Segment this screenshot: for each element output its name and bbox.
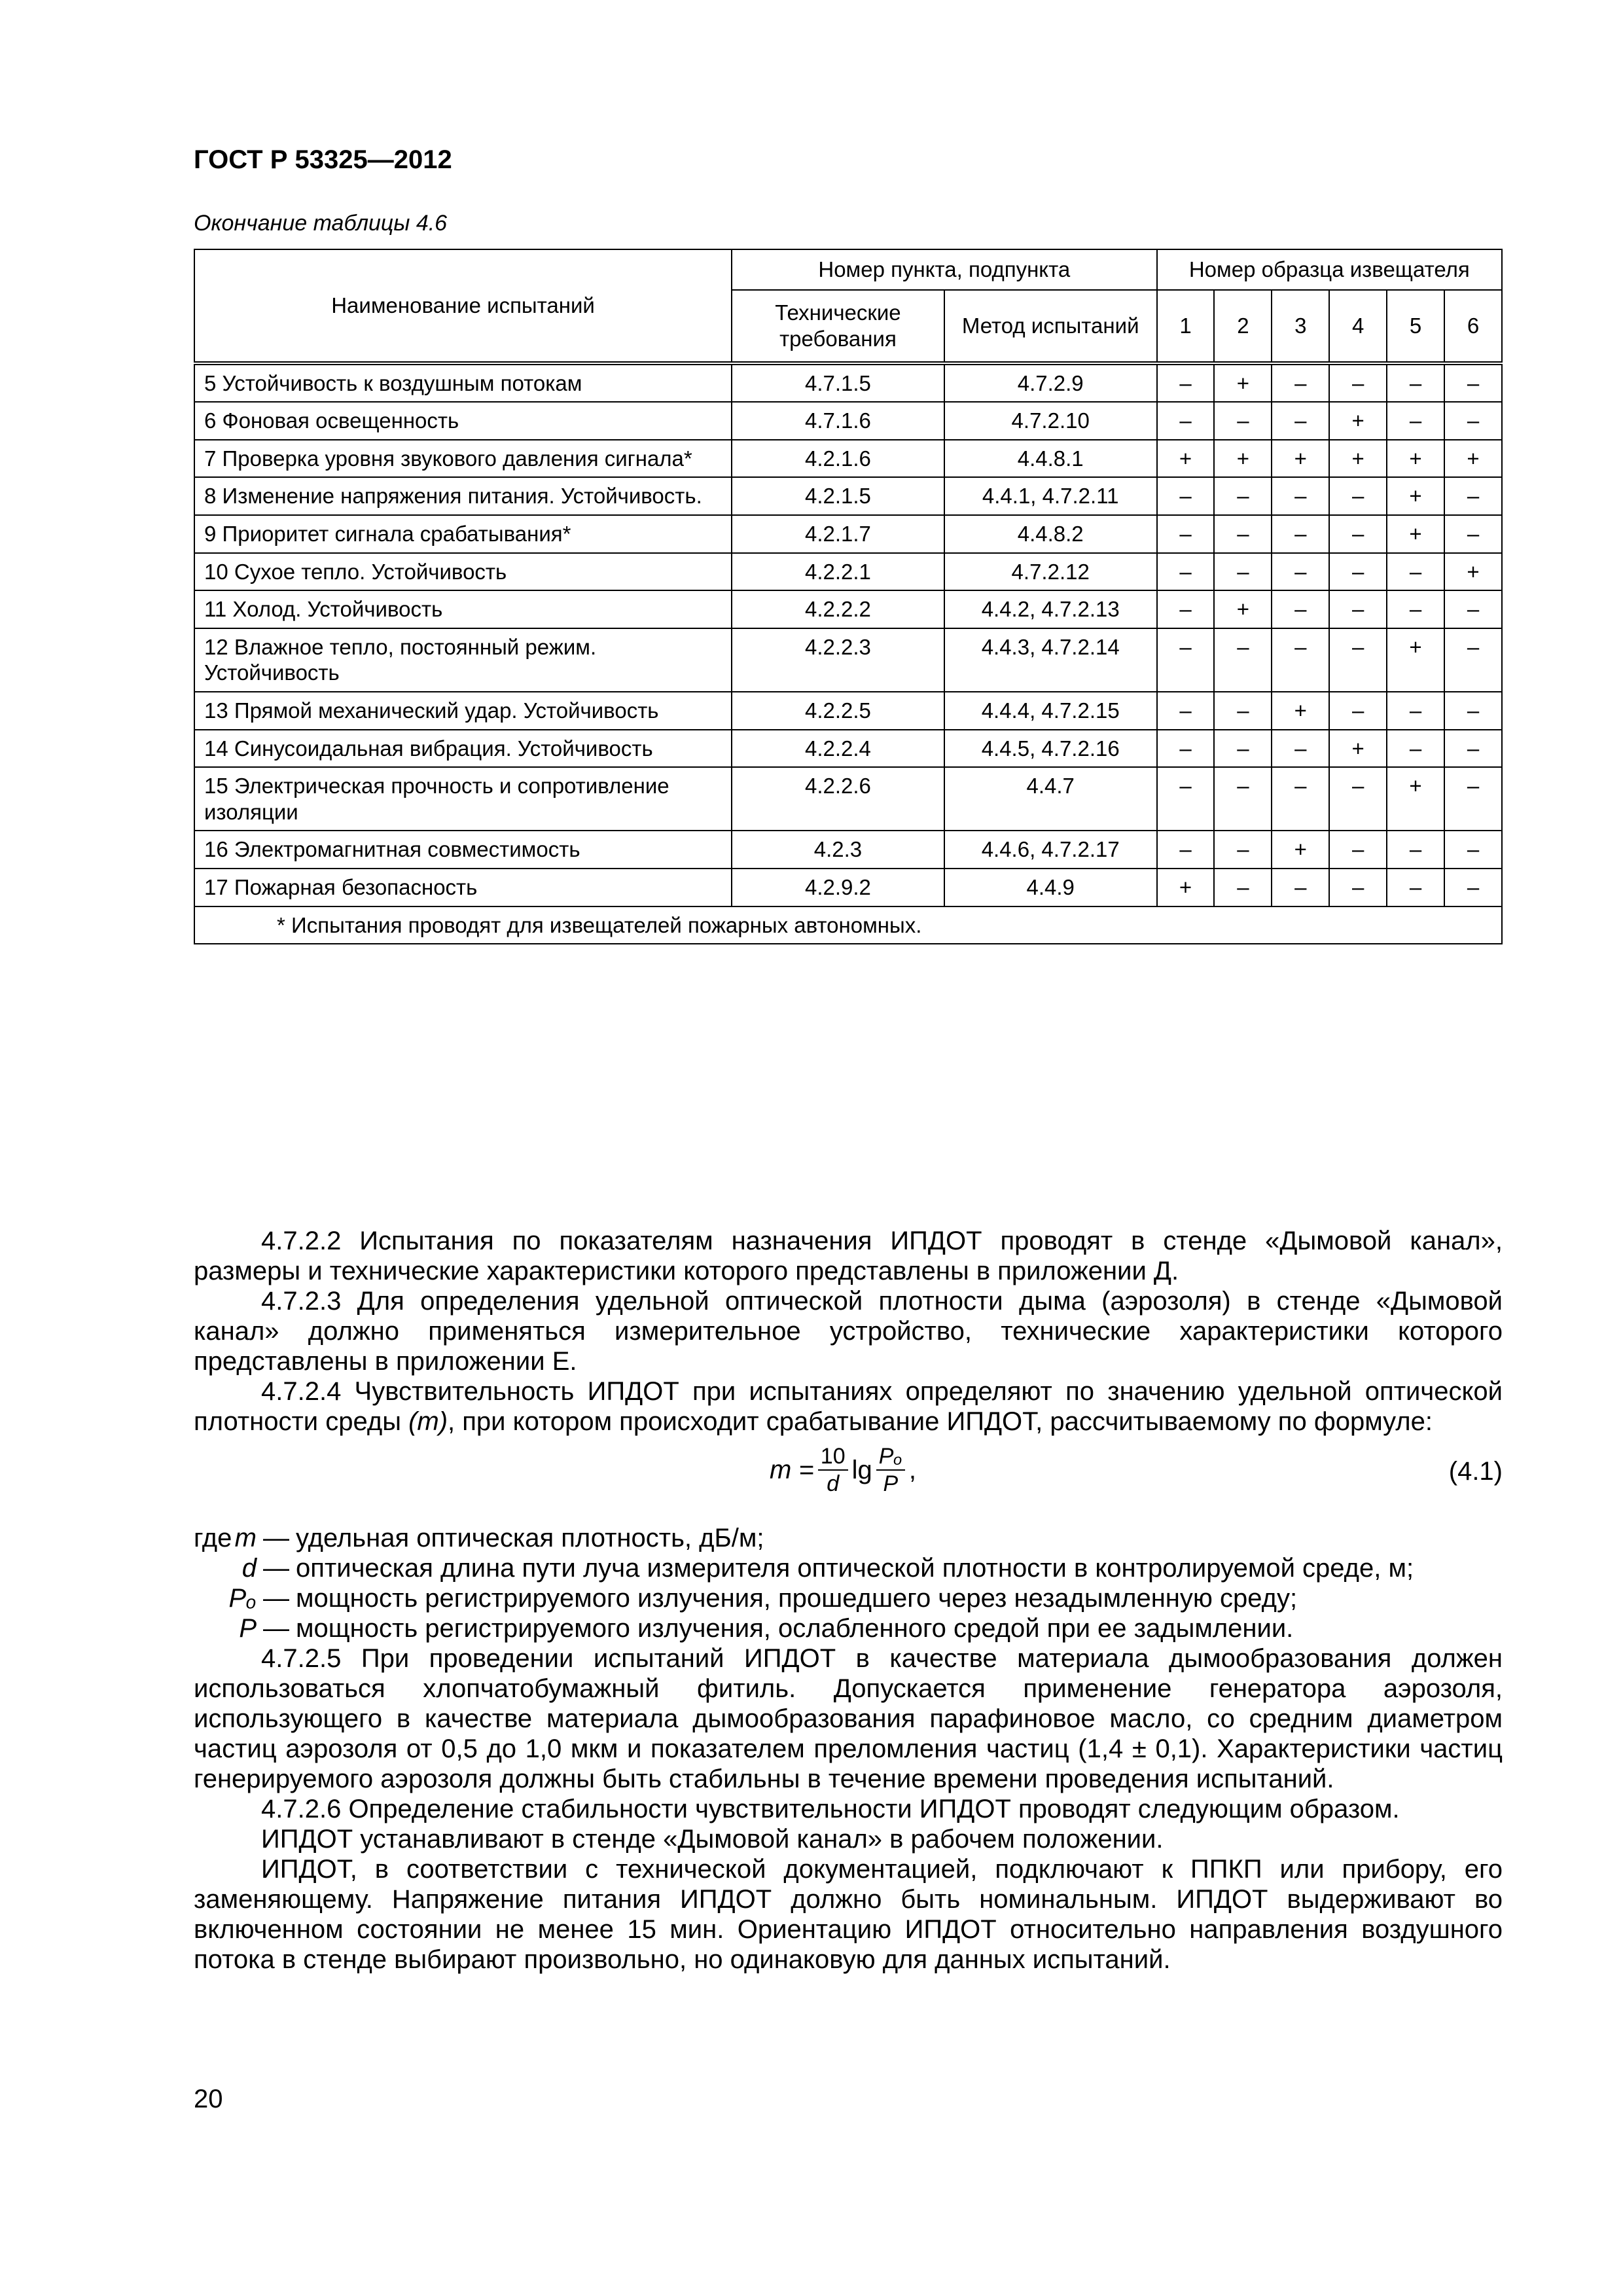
formula-p: P bbox=[883, 1471, 899, 1496]
sample-mark-cell: + bbox=[1387, 477, 1444, 515]
sample-mark-cell: – bbox=[1444, 628, 1502, 692]
paragraph-text: , при котором происходит срабатывание ИПДОТ, рассчитываемому по формуле: bbox=[448, 1407, 1433, 1436]
sample-mark-cell: – bbox=[1329, 363, 1387, 403]
sample-mark-cell: – bbox=[1444, 363, 1502, 403]
sample-mark-cell: + bbox=[1157, 869, 1215, 906]
table-header bbox=[194, 249, 1502, 363]
sample-mark-cell: + bbox=[1444, 440, 1502, 478]
table-row bbox=[194, 628, 1502, 692]
sample-mark-cell: – bbox=[1272, 869, 1329, 906]
sample-mark-cell: + bbox=[1444, 553, 1502, 591]
sample-mark-cell: – bbox=[1444, 831, 1502, 869]
table-row bbox=[194, 440, 1502, 478]
sample-mark-cell: – bbox=[1272, 402, 1329, 440]
tech-requirement-cell: 4.2.1.6 bbox=[732, 440, 944, 478]
formula-lg: lg bbox=[851, 1456, 872, 1484]
test-method-cell: 4.4.1, 4.7.2.11 bbox=[944, 477, 1157, 515]
test-method-cell: 4.7.2.9 bbox=[944, 363, 1157, 403]
sample-mark-cell: – bbox=[1329, 515, 1387, 553]
sample-mark-cell: – bbox=[1272, 553, 1329, 591]
legend-dash: — bbox=[263, 1614, 289, 1643]
sample-mark-cell: – bbox=[1387, 692, 1444, 730]
test-method-cell: 4.4.4, 4.7.2.15 bbox=[944, 692, 1157, 730]
sample-mark-cell: – bbox=[1272, 515, 1329, 553]
sample-mark-cell: + bbox=[1387, 628, 1444, 692]
sample-mark-cell: – bbox=[1157, 402, 1215, 440]
legend-symbol: Pₒ bbox=[228, 1584, 257, 1613]
formula-legend bbox=[194, 1523, 1503, 1643]
paragraph bbox=[194, 1376, 1503, 1437]
test-name-cell: 9 Приоритет сигнала срабатывания* bbox=[194, 515, 732, 553]
sample-mark-cell: – bbox=[1387, 869, 1444, 906]
tech-requirement-cell: 4.2.2.3 bbox=[732, 628, 944, 692]
test-name-cell: 15 Электрическая прочность и сопротивление изоляции bbox=[194, 767, 732, 831]
test-name-cell: 8 Изменение напряжения питания. Устойчивость. bbox=[194, 477, 732, 515]
test-name-cell: 11 Холод. Устойчивость bbox=[194, 590, 732, 628]
formula-4-1 bbox=[194, 1437, 1503, 1523]
table-row bbox=[194, 363, 1502, 403]
sample-mark-cell: – bbox=[1272, 590, 1329, 628]
table-row bbox=[194, 515, 1502, 553]
formula-tail: , bbox=[908, 1456, 916, 1484]
formula-fraction bbox=[818, 1443, 848, 1497]
tech-requirement-cell: 4.2.2.5 bbox=[732, 692, 944, 730]
sample-mark-cell: – bbox=[1329, 692, 1387, 730]
sample-mark-cell: – bbox=[1444, 402, 1502, 440]
test-method-cell: 4.7.2.10 bbox=[944, 402, 1157, 440]
header-clause-group: Номер пункта, подпункта bbox=[732, 249, 1157, 290]
legend-symbol: m bbox=[234, 1524, 257, 1552]
sample-mark-cell: – bbox=[1329, 553, 1387, 591]
page-number: 20 bbox=[194, 2085, 223, 2113]
legend-symbol: P bbox=[239, 1614, 257, 1643]
test-method-cell: 4.4.2, 4.7.2.13 bbox=[944, 590, 1157, 628]
sample-mark-cell: – bbox=[1329, 831, 1387, 869]
test-name-cell: 10 Сухое тепло. Устойчивость bbox=[194, 553, 732, 591]
sample-mark-cell: – bbox=[1157, 590, 1215, 628]
header-test-name: Наименование испытаний bbox=[194, 249, 732, 363]
legend-symbol: d bbox=[241, 1554, 257, 1583]
legend-dash: — bbox=[263, 1554, 289, 1583]
sample-mark-cell: – bbox=[1329, 767, 1387, 831]
sample-mark-cell: + bbox=[1272, 692, 1329, 730]
sample-mark-cell: + bbox=[1214, 590, 1272, 628]
tech-requirement-cell: 4.7.1.6 bbox=[732, 402, 944, 440]
legend-text: мощность регистрируемого излучения, прошедшего через незадымленную среду; bbox=[296, 1584, 1298, 1613]
header-sample-number: 3 bbox=[1272, 290, 1329, 363]
table-row bbox=[194, 553, 1502, 591]
sample-mark-cell: – bbox=[1272, 730, 1329, 768]
sample-mark-cell: – bbox=[1157, 628, 1215, 692]
sample-mark-cell: – bbox=[1157, 477, 1215, 515]
sample-mark-cell: – bbox=[1444, 477, 1502, 515]
paragraph: ИПДОТ устанавливают в стенде «Дымовой канал» в рабочем положении. bbox=[261, 1825, 1164, 1854]
sample-mark-cell: + bbox=[1329, 402, 1387, 440]
legend-dash: — bbox=[263, 1524, 289, 1552]
tech-requirement-cell: 4.2.1.7 bbox=[732, 515, 944, 553]
sample-mark-cell: + bbox=[1214, 440, 1272, 478]
sample-mark-cell: + bbox=[1329, 730, 1387, 768]
sample-mark-cell: – bbox=[1444, 730, 1502, 768]
header-sample-number: 1 bbox=[1157, 290, 1215, 363]
sample-mark-cell: – bbox=[1329, 628, 1387, 692]
test-name-cell: 7 Проверка уровня звукового давления сигнала* bbox=[194, 440, 732, 478]
legend-dash: — bbox=[263, 1584, 289, 1613]
table-caption: Окончание таблицы 4.6 bbox=[194, 211, 448, 236]
test-name-cell: 14 Синусоидальная вибрация. Устойчивость bbox=[194, 730, 732, 768]
test-method-cell: 4.4.8.1 bbox=[944, 440, 1157, 478]
formula-power-ratio bbox=[876, 1443, 905, 1497]
test-method-cell: 4.4.8.2 bbox=[944, 515, 1157, 553]
legend-where bbox=[194, 1523, 257, 1553]
paragraph: 4.7.2.2 Испытания по показателям назначения ИПДОТ проводят в стенде «Дымовой канал», размеры и технические характеристики которого представлены в приложении Д. bbox=[194, 1227, 1503, 1285]
sample-mark-cell: – bbox=[1329, 477, 1387, 515]
tech-requirement-cell: 4.2.2.6 bbox=[732, 767, 944, 831]
sample-mark-cell: – bbox=[1329, 869, 1387, 906]
legend-where-text: где bbox=[194, 1524, 232, 1552]
paragraph: 4.7.2.5 При проведении испытаний ИПДОТ в качестве материала дымообразования должен использоваться хлопчатобумажный фитиль. Допускается применение генератора аэрозоля, использующего в качестве материала дымообразования парафиновое масло, со средним диаметром частиц аэрозоля от 0,5 до 1,0 мкм и показателем преломления частиц (1,4 ± 0,1). Характеристики частиц генерируемого аэрозоля должны быть стабильны в течение времени проведения испытаний. bbox=[194, 1644, 1503, 1793]
sample-mark-cell: – bbox=[1214, 869, 1272, 906]
sample-mark-cell: – bbox=[1387, 590, 1444, 628]
sample-mark-cell: + bbox=[1157, 440, 1215, 478]
tech-requirement-cell: 4.2.9.2 bbox=[732, 869, 944, 906]
table-row bbox=[194, 477, 1502, 515]
paragraph: 4.7.2.6 Определение стабильности чувствительности ИПДОТ проводят следующим образом. bbox=[261, 1795, 1400, 1823]
tech-requirement-cell: 4.2.2.4 bbox=[732, 730, 944, 768]
sample-mark-cell: – bbox=[1387, 553, 1444, 591]
sample-mark-cell: – bbox=[1157, 730, 1215, 768]
sample-mark-cell: – bbox=[1272, 477, 1329, 515]
test-method-cell: 4.4.6, 4.7.2.17 bbox=[944, 831, 1157, 869]
table-row bbox=[194, 730, 1502, 768]
table-body bbox=[194, 363, 1502, 906]
tech-requirement-cell: 4.7.1.5 bbox=[732, 363, 944, 403]
test-method-cell: 4.4.7 bbox=[944, 767, 1157, 831]
legend-text: мощность регистрируемого излучения, ослабленного средой при ее задымлении. bbox=[296, 1614, 1294, 1643]
variable-m: (m) bbox=[408, 1407, 448, 1436]
legend-text: оптическая длина пути луча измерителя оптической плотности в контролируемой среде, м; bbox=[296, 1554, 1414, 1583]
tech-requirement-cell: 4.2.2.1 bbox=[732, 553, 944, 591]
test-name-cell: 12 Влажное тепло, постоянный режим. Устойчивость bbox=[194, 628, 732, 692]
sample-mark-cell: – bbox=[1157, 831, 1215, 869]
sample-mark-cell: – bbox=[1214, 515, 1272, 553]
header-sample-number: 2 bbox=[1214, 290, 1272, 363]
sample-mark-cell: – bbox=[1214, 831, 1272, 869]
sample-mark-cell: – bbox=[1444, 515, 1502, 553]
tech-requirement-cell: 4.2.1.5 bbox=[732, 477, 944, 515]
formula-denominator: d bbox=[827, 1471, 840, 1496]
table-row bbox=[194, 767, 1502, 831]
sample-mark-cell: + bbox=[1387, 440, 1444, 478]
header-sample-number: 4 bbox=[1329, 290, 1387, 363]
formula-number: (4.1) bbox=[1448, 1457, 1503, 1486]
sample-mark-cell: – bbox=[1214, 477, 1272, 515]
table-row bbox=[194, 402, 1502, 440]
body-text bbox=[194, 1226, 1503, 1975]
sample-mark-cell: – bbox=[1329, 590, 1387, 628]
formula-numerator: 10 bbox=[818, 1443, 848, 1471]
test-name-cell: 16 Электромагнитная совместимость bbox=[194, 831, 732, 869]
test-method-cell: 4.4.5, 4.7.2.16 bbox=[944, 730, 1157, 768]
sample-mark-cell: – bbox=[1444, 692, 1502, 730]
header-tech-requirements: Технические требования bbox=[732, 290, 944, 363]
sample-mark-cell: – bbox=[1387, 831, 1444, 869]
sample-mark-cell: – bbox=[1214, 628, 1272, 692]
tech-requirement-cell: 4.2.2.2 bbox=[732, 590, 944, 628]
test-name-cell: 6 Фоновая освещенность bbox=[194, 402, 732, 440]
sample-mark-cell: – bbox=[1157, 515, 1215, 553]
document-code: ГОСТ Р 53325—2012 bbox=[194, 145, 452, 174]
sample-mark-cell: – bbox=[1157, 363, 1215, 403]
sample-mark-cell: + bbox=[1272, 831, 1329, 869]
formula-lhs: m = bbox=[770, 1456, 814, 1484]
legend-text: удельная оптическая плотность, дБ/м; bbox=[296, 1524, 764, 1552]
sample-mark-cell: + bbox=[1387, 515, 1444, 553]
test-method-cell: 4.7.2.12 bbox=[944, 553, 1157, 591]
formula-p0: Pₒ bbox=[876, 1443, 905, 1471]
header-samples-group: Номер образца извещателя bbox=[1157, 249, 1502, 290]
header-test-method: Метод испытаний bbox=[944, 290, 1157, 363]
table-footnote: * Испытания проводят для извещателей пожарных автономных. bbox=[194, 906, 1502, 944]
table-row bbox=[194, 831, 1502, 869]
sample-mark-cell: – bbox=[1157, 692, 1215, 730]
test-method-cell: 4.4.3, 4.7.2.14 bbox=[944, 628, 1157, 692]
sample-mark-cell: – bbox=[1272, 628, 1329, 692]
sample-mark-cell: – bbox=[1214, 767, 1272, 831]
test-name-cell: 17 Пожарная безопасность bbox=[194, 869, 732, 906]
sample-mark-cell: – bbox=[1272, 767, 1329, 831]
table-row bbox=[194, 590, 1502, 628]
sample-mark-cell: + bbox=[1329, 440, 1387, 478]
tests-table bbox=[194, 249, 1503, 944]
sample-mark-cell: – bbox=[1214, 730, 1272, 768]
sample-mark-cell: – bbox=[1157, 553, 1215, 591]
sample-mark-cell: + bbox=[1214, 363, 1272, 403]
paragraph: ИПДОТ, в соответствии с технической документацией, подключают к ППКП или прибору, его заменяющему. Напряжение питания ИПДОТ должно быть номинальным. ИПДОТ выдерживают во включенном состоянии не менее 15 мин. Ориентацию ИПДОТ относительно направления воздушного потока в стенде выбирают произвольно, но одинаковую для данных испытаний. bbox=[194, 1855, 1503, 1974]
test-name-cell: 5 Устойчивость к воздушным потокам bbox=[194, 363, 732, 403]
paragraph-text: 4.7.2.4 Чувствительность ИПДОТ при испытаниях определяют по значению удельной оптической плотности среды bbox=[194, 1377, 1503, 1436]
tech-requirement-cell: 4.2.3 bbox=[732, 831, 944, 869]
test-name-cell: 13 Прямой механический удар. Устойчивость bbox=[194, 692, 732, 730]
sample-mark-cell: – bbox=[1444, 869, 1502, 906]
test-method-cell: 4.4.9 bbox=[944, 869, 1157, 906]
header-sample-number: 6 bbox=[1444, 290, 1502, 363]
table-row bbox=[194, 692, 1502, 730]
sample-mark-cell: – bbox=[1214, 692, 1272, 730]
header-sample-number: 5 bbox=[1387, 290, 1444, 363]
sample-mark-cell: – bbox=[1387, 730, 1444, 768]
sample-mark-cell: – bbox=[1387, 363, 1444, 403]
sample-mark-cell: + bbox=[1272, 440, 1329, 478]
sample-mark-cell: – bbox=[1157, 767, 1215, 831]
sample-mark-cell: – bbox=[1444, 590, 1502, 628]
sample-mark-cell: + bbox=[1387, 767, 1444, 831]
sample-mark-cell: – bbox=[1272, 363, 1329, 403]
sample-mark-cell: – bbox=[1387, 402, 1444, 440]
sample-mark-cell: – bbox=[1214, 402, 1272, 440]
table-row bbox=[194, 869, 1502, 906]
sample-mark-cell: – bbox=[1214, 553, 1272, 591]
paragraph: 4.7.2.3 Для определения удельной оптической плотности дыма (аэрозоля) в стенде «Дымовой канал» должно применяться измерительное устройство, технические характеристики которого представлены в приложении Е. bbox=[194, 1287, 1503, 1376]
sample-mark-cell: – bbox=[1444, 767, 1502, 831]
